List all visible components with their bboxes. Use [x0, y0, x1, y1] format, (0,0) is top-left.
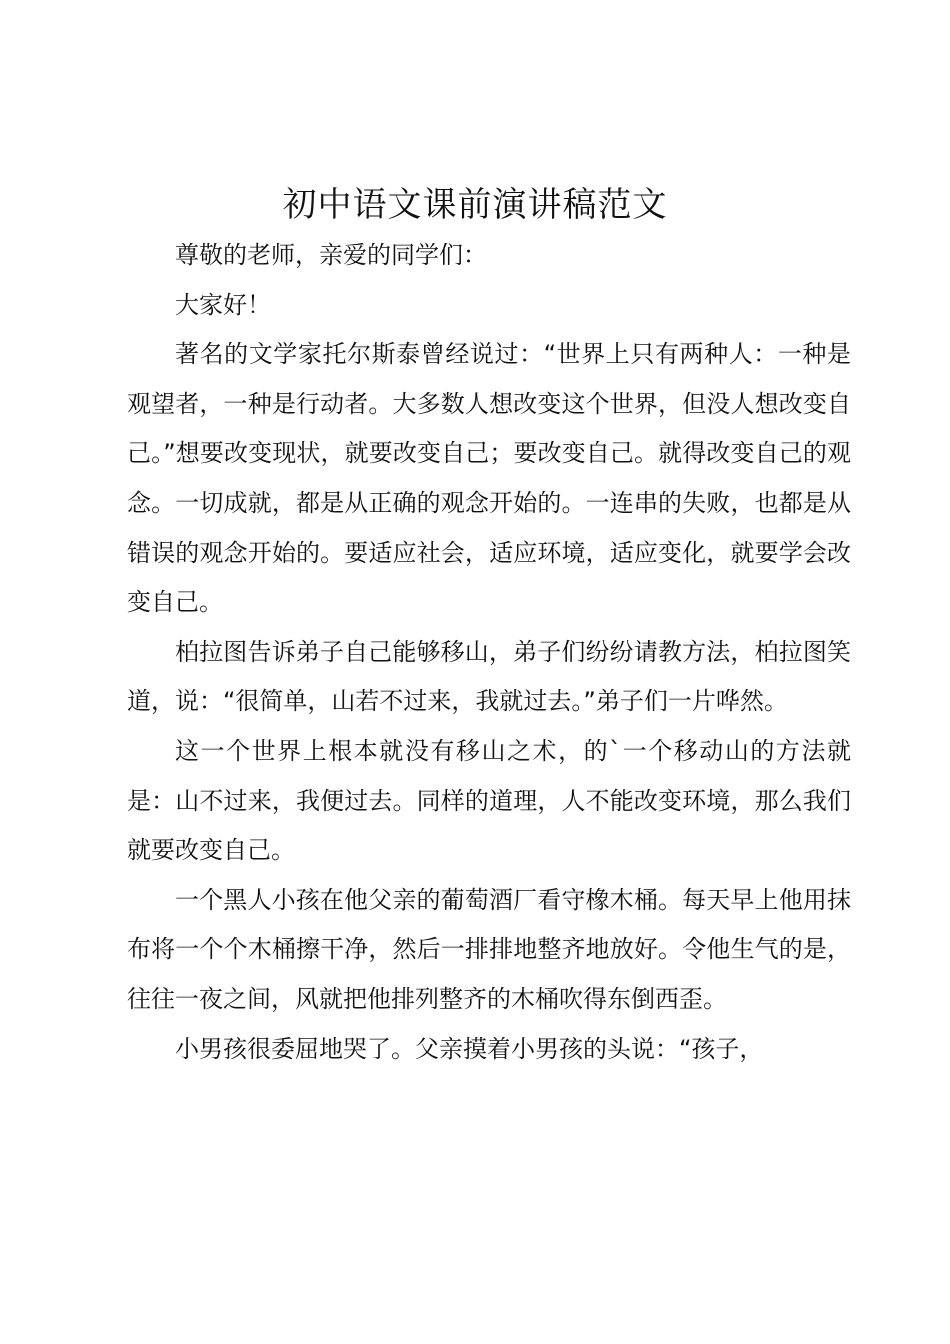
document-title: 初中语文课前演讲稿范文	[282, 185, 668, 225]
paragraph-greeting: 尊敬的老师，亲爱的同学们：	[175, 241, 487, 269]
document-body	[127, 231, 851, 1074]
paragraph-moving-mountain: 这一个世界上根本就没有移山之术，的`一个移动山的方法就是：山不过来，我便过去。同样的道理，人不能改变环境，那么我们就要改变自己。	[127, 736, 851, 865]
paragraph-tolstoy-quote: 著名的文学家托尔斯泰曾经说过：“世界上只有两种人：一种是观望者，一种是行动者。大多数人想改变这个世界，但没人想改变自己。”想要改变现状，就要改变自己；要改变自己。就得改变自己的观念。一切成就，都是从正确的观念开始的。一连串的失败，也都是从错误的观念开始的。要适应社会，适应环境，适应变化，就要学会改变自己。	[127, 340, 851, 617]
paragraph-father-words: 小男孩很委屈地哭了。父亲摸着小男孩的头说：“孩子，	[175, 1034, 764, 1063]
paragraph-plato-story: 柏拉图告诉弟子自己能够移山，弟子们纷纷请教方法，柏拉图笑道，说：“很简单，山若不过来，我就过去。”弟子们一片哗然。	[127, 637, 851, 716]
paragraph-hello: 大家好！	[175, 290, 271, 319]
paragraph-barrel-story: 一个黑人小孩在他父亲的葡萄酒厂看守橡木桶。每天早上他用抹布将一个个木桶擦干净，然后一排排地整齐地放好。令他生气的是，往往一夜之间，风就把他排列整齐的木桶吹得东倒西歪。	[127, 885, 851, 1013]
